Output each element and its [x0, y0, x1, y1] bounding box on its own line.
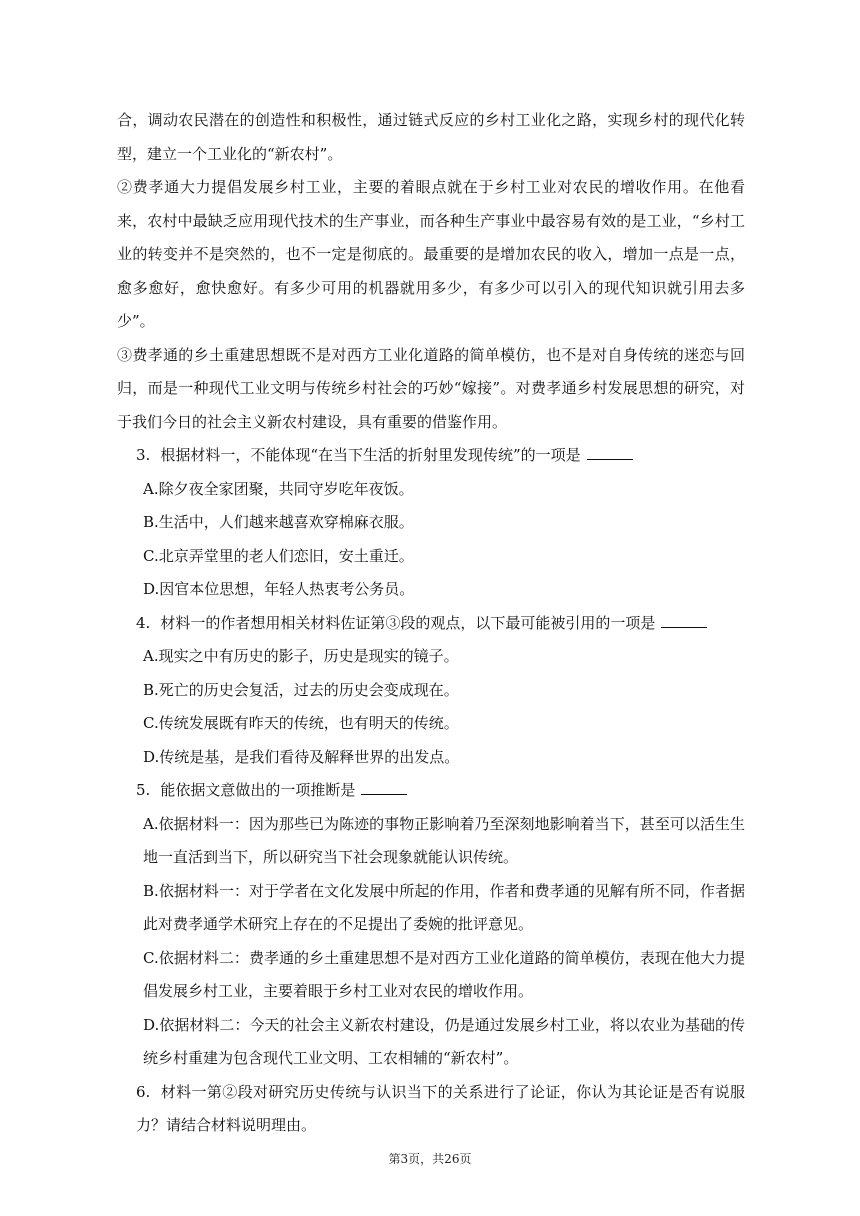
option-c[interactable]: C.依据材料二：费孝通的乡土重建思想不是对西方工业化道路的简单模仿，表现在他大力提倡发展乡村工业，主要着眼于乡村工业对农民的增收作用。 [143, 948, 745, 1000]
question-number: 4. [136, 613, 151, 632]
question-stem: 根据材料一，不能体现“在当下生活的折射里发现传统”的一项是 [160, 446, 581, 464]
passage-paragraph-1: 合，调动农民潜在的创造性和积极性，通过链式反应的乡村工业化之路，实现乡村的现代化转型，建立一个工业化的“新农村”。 [117, 111, 745, 163]
option-d[interactable]: D.依据材料二：今天的社会主义新农村建设，仍是通过发展乡村工业，将以农业为基础的传统乡村重建为包含现代工业文明、工农相辅的“新农村”。 [143, 1015, 745, 1067]
option-a[interactable]: A.现实之中有历史的影子，历史是现实的镜子。 [143, 647, 459, 665]
question-stem: 材料一第②段对研究历史传统与认识当下的关系进行了论证，你认为其论证是否有说服力？请结合材料说明理由。 [136, 1082, 745, 1134]
answer-blank[interactable] [361, 780, 407, 795]
answer-blank[interactable] [661, 613, 707, 628]
option-d[interactable]: D.因官本位思想，年轻人热衷考公务员。 [143, 580, 415, 598]
question-3 [117, 439, 745, 607]
option-d[interactable]: D.传统是基，是我们看待及解释世界的出发点。 [143, 747, 460, 766]
option-b[interactable]: B.依据材料一：对于学者在文化发展中所起的作用，作者和费孝通的见解有所不同，作者据此对费孝通学术研究上存在的不足提出了委婉的批评意见。 [143, 881, 745, 933]
answer-blank[interactable] [587, 445, 633, 460]
option-b[interactable]: B.生活中，人们越来越喜欢穿棉麻衣服。 [143, 513, 414, 531]
question-stem: 材料一的作者想用相关材料佐证第③段的观点，以下最可能被引用的一项是 [160, 613, 656, 632]
option-b[interactable]: B.死亡的历史会复活，过去的历史会变成现在。 [143, 680, 459, 699]
option-c[interactable]: C.北京弄堂里的老人们恋旧，安土重迁。 [143, 546, 414, 565]
question-number: 6. [136, 1082, 151, 1101]
option-a[interactable]: A.除夕夜全家团聚，共同守岁吃年夜饭。 [143, 479, 414, 498]
page-content [117, 104, 745, 1143]
passage-paragraph-3: ③费孝通的乡土重建思想既不是对西方工业化道路的简单模仿，也不是对自身传统的迷恋与回归，而是一种现代工业文明与传统乡村社会的巧妙“嫁接”。对费孝通乡村发展思想的研究，对于我们今日的社会主义新农村建设，具有重要的借鉴作用。 [117, 345, 745, 431]
question-6 [117, 1076, 745, 1143]
question-5 [117, 774, 745, 1076]
passage-paragraph-2: ②费孝通大力提倡发展乡村工业，主要的着眼点就在于乡村工业对农民的增收作用。在他看来，农村中最缺乏应用现代技术的生产事业，而各种生产事业中最容易有效的是工业，“乡村工业的转变并不是突然的，也不一定是彻底的。最重要的是增加农民的收入，增加一点是一点，愈多愈好，愈快愈好。有多少可用的机器就用多少，有多少可以引入的现代知识就引用去多少”。 [117, 178, 745, 330]
question-4 [117, 607, 745, 775]
page-footer: 第3页，共26页 [388, 1152, 472, 1166]
option-c[interactable]: C.传统发展既有昨天的传统，也有明天的传统。 [143, 714, 459, 732]
option-a[interactable]: A.依据材料一：因为那些已为陈迹的事物正影响着乃至深刻地影响着当下，甚至可以活生生地一直活到当下，所以研究当下社会现象就能认识传统。 [143, 814, 745, 866]
question-stem: 能依据文意做出的一项推断是 [160, 781, 356, 799]
question-number: 5. [136, 781, 151, 799]
question-number: 3. [136, 446, 151, 464]
